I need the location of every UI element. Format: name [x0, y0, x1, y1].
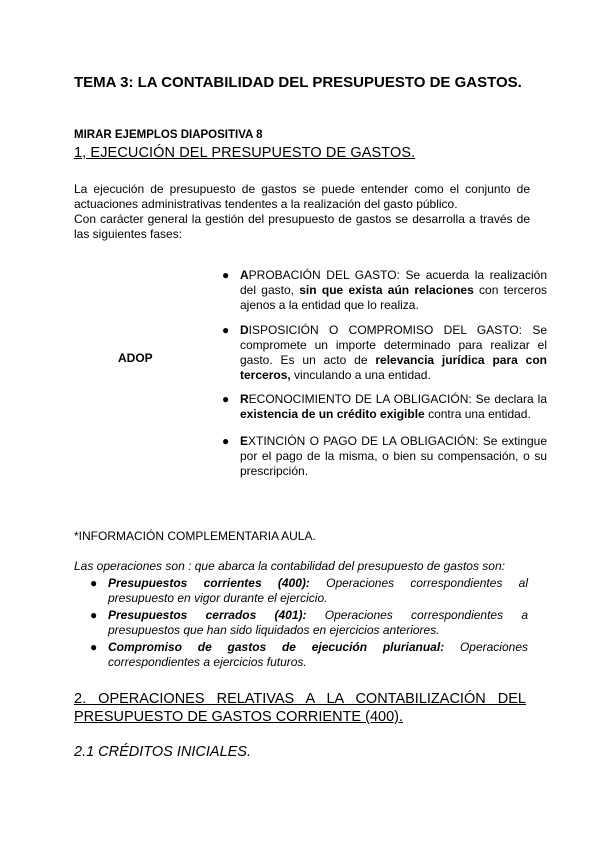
phase-text: PROBACIÓN DEL GASTO: Se acuerda la realización del gasto,: [240, 268, 547, 297]
info-note: *INFORMACIÓN COMPLEMENTARIA AULA.: [74, 529, 316, 543]
paragraph-phases-intro: Con carácter general la gestión del presupuesto de gastos se desarrolla a través de las siguientes fases:: [74, 212, 530, 241]
phase-text-end: vinculando a una entidad.: [290, 368, 431, 382]
paragraph-execution: La ejecución de presupuesto de gastos se puede entender como el conjunto de actuaciones administrativas tendentes a la realización del gasto público.: [74, 182, 530, 211]
operation-item: [90, 608, 528, 638]
bullet-icon: ●: [222, 434, 230, 448]
phase-text: XTINCIÓN O PAGO DE LA OBLIGACIÓN: Se extingue por el pago de la misma, o bien su compensación, o su prescripción.: [240, 434, 547, 478]
phase-initial: R: [240, 392, 249, 406]
phase-emphasis: existencia de un crédito exigible: [240, 407, 425, 421]
bullet-icon: ●: [222, 268, 230, 282]
bullet-icon: ●: [90, 608, 98, 622]
operation-label: Compromiso de gastos de ejecución plurianual:: [108, 640, 445, 654]
operation-item: [90, 576, 529, 606]
bullet-icon: ●: [90, 576, 98, 590]
phase-emphasis: relevancia jurídica para con terceros,: [240, 353, 547, 382]
page-title: TEMA 3: LA CONTABILIDAD DEL PRESUPUESTO DE GASTOS.: [74, 74, 522, 91]
operation-label: Presupuestos cerrados (401):: [108, 608, 307, 622]
phase-initial: A: [240, 268, 249, 282]
operation-item: [90, 640, 528, 670]
bullet-icon: ●: [90, 640, 98, 654]
section-2-heading: 2. OPERACIONES RELATIVAS A LA CONTABILIZACIÓN DEL PRESUPUESTO DE GASTOS CORRIENTE (400).: [74, 691, 526, 725]
phase-text-end: con terceros ajenos a la entidad que lo realiza.: [240, 283, 547, 312]
phase-text: ISPOSICIÓN O COMPROMISO DEL GASTO: Se compromete un importe determinado para realizar el gasto. Es un acto de: [240, 323, 547, 367]
phase-emphasis: sin que exista aún relaciones: [299, 283, 474, 297]
phase-text-end: contra una entidad.: [424, 407, 531, 421]
section-1-heading: 1, EJECUCIÓN DEL PRESUPUESTO DE GASTOS.: [74, 145, 416, 161]
operation-label: Presupuestos corrientes (400):: [108, 576, 310, 590]
phase-initial: E: [240, 434, 249, 448]
phase-item: [222, 268, 547, 313]
adop-acronym: ADOP: [118, 351, 153, 365]
bullet-icon: ●: [222, 323, 230, 337]
phase-text: ECONOCIMIENTO DE LA OBLIGACIÓN: Se declara la: [248, 392, 547, 406]
bullet-icon: ●: [222, 392, 230, 406]
phase-initial: D: [240, 323, 249, 337]
phase-item: [222, 392, 547, 422]
operation-text: Operaciones correspondientes al presupuesto en vigor durante el ejercicio.: [108, 576, 529, 605]
operations-intro: Las operaciones son : que abarca la contabilidad del presupuesto de gastos son:: [74, 559, 505, 573]
operation-text: Operaciones correspondientes a ejercicios futuros.: [108, 640, 528, 669]
operation-text: Operaciones correspondientes a presupuestos que han sido liquidados en ejercicios anteriores.: [108, 608, 528, 637]
examples-note: MIRAR EJEMPLOS DIAPOSITIVA 8: [74, 129, 263, 141]
subsection-2-1-heading: 2.1 CRÉDITOS INICIALES.: [74, 744, 252, 760]
phase-item: [222, 434, 547, 479]
phase-item: [222, 323, 547, 383]
